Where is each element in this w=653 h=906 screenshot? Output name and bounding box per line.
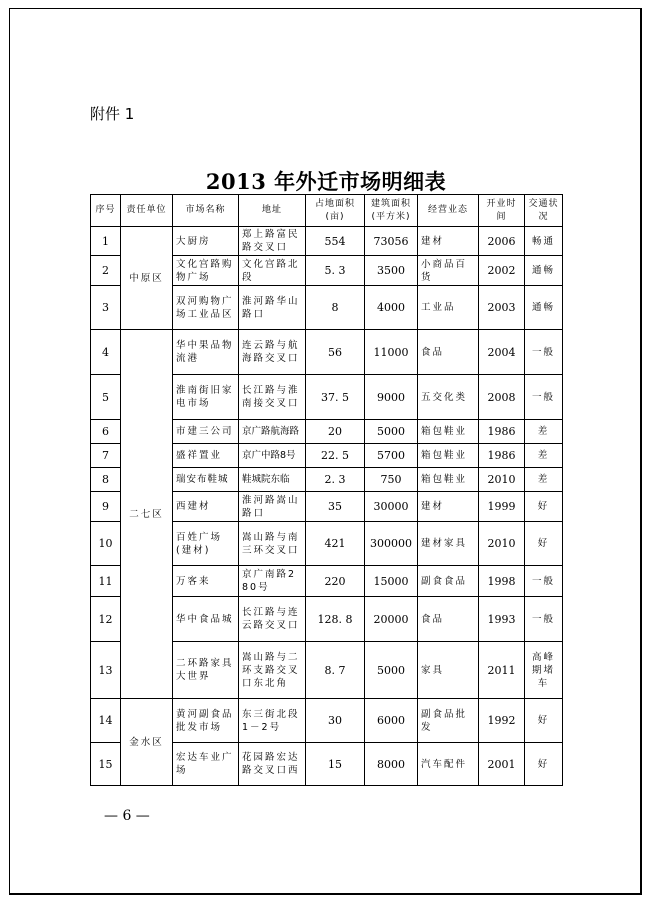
cell-district: 金水区 [121, 699, 173, 786]
cell-address: 鞋城院东临 [239, 468, 306, 492]
header-format: 经营业态 [418, 195, 479, 227]
cell-address: 嵩山路与南三环交叉口 [239, 522, 306, 566]
cell-build-area: 9000 [365, 375, 418, 420]
cell-open-time: 2010 [479, 468, 525, 492]
cell-format: 建材 [418, 492, 479, 522]
cell-land-area: 8. 7 [306, 642, 365, 699]
cell-address: 京广中路8号 [239, 444, 306, 468]
table-header-row [91, 195, 563, 227]
cell-format: 副食品批发 [418, 699, 479, 743]
cell-traffic: 好 [525, 522, 563, 566]
cell-no: 14 [91, 699, 121, 743]
cell-open-time: 1999 [479, 492, 525, 522]
table-row [91, 330, 563, 375]
cell-name: 市建三公司 [173, 420, 239, 444]
cell-land-area: 220 [306, 566, 365, 597]
header-traffic: 交通状况 [525, 195, 563, 227]
header-address: 地址 [239, 195, 306, 227]
cell-no: 1 [91, 227, 121, 256]
cell-build-area: 20000 [365, 597, 418, 642]
cell-name: 大厨房 [173, 227, 239, 256]
page-number: — 6 — [104, 808, 150, 824]
cell-traffic: 差 [525, 420, 563, 444]
cell-name: 华中果品物流港 [173, 330, 239, 375]
header-name: 市场名称 [173, 195, 239, 227]
cell-no: 8 [91, 468, 121, 492]
cell-land-area: 30 [306, 699, 365, 743]
cell-traffic: 差 [525, 468, 563, 492]
cell-build-area: 5700 [365, 444, 418, 468]
cell-format: 建材家具 [418, 522, 479, 566]
cell-open-time: 2003 [479, 286, 525, 330]
cell-address: 郑上路富民路交叉口 [239, 227, 306, 256]
cell-land-area: 35 [306, 492, 365, 522]
cell-build-area: 750 [365, 468, 418, 492]
table-row [91, 699, 563, 743]
cell-no: 9 [91, 492, 121, 522]
cell-land-area: 56 [306, 330, 365, 375]
cell-name: 盛祥置业 [173, 444, 239, 468]
cell-traffic: 一般 [525, 597, 563, 642]
cell-land-area: 128. 8 [306, 597, 365, 642]
cell-land-area: 20 [306, 420, 365, 444]
cell-land-area: 8 [306, 286, 365, 330]
cell-no: 3 [91, 286, 121, 330]
cell-open-time: 2010 [479, 522, 525, 566]
cell-open-time: 2006 [479, 227, 525, 256]
cell-name: 百姓广场(建材) [173, 522, 239, 566]
cell-address: 嵩山路与二环支路交叉口东北角 [239, 642, 306, 699]
cell-no: 2 [91, 256, 121, 286]
cell-name: 淮南街旧家电市场 [173, 375, 239, 420]
cell-format: 食品 [418, 330, 479, 375]
cell-address: 淮河路华山路口 [239, 286, 306, 330]
cell-traffic: 通畅 [525, 256, 563, 286]
header-land-area: 占地面积(亩) [306, 195, 365, 227]
cell-format: 箱包鞋业 [418, 420, 479, 444]
cell-traffic: 差 [525, 444, 563, 468]
market-table [90, 194, 563, 786]
cell-address: 京广南路280号 [239, 566, 306, 597]
cell-build-area: 3500 [365, 256, 418, 286]
cell-format: 建材 [418, 227, 479, 256]
cell-format: 副食食品 [418, 566, 479, 597]
cell-format: 汽车配件 [418, 743, 479, 786]
cell-land-area: 22. 5 [306, 444, 365, 468]
header-no: 序号 [91, 195, 121, 227]
cell-address: 连云路与航海路交叉口 [239, 330, 306, 375]
cell-address: 东三街北段1－2号 [239, 699, 306, 743]
cell-name: 二环路家具大世界 [173, 642, 239, 699]
cell-open-time: 2001 [479, 743, 525, 786]
cell-no: 11 [91, 566, 121, 597]
cell-address: 淮河路嵩山路口 [239, 492, 306, 522]
cell-address: 长江路与连云路交叉口 [239, 597, 306, 642]
cell-district: 二七区 [121, 330, 173, 699]
cell-build-area: 4000 [365, 286, 418, 330]
cell-name: 瑞安布鞋城 [173, 468, 239, 492]
cell-no: 12 [91, 597, 121, 642]
cell-build-area: 11000 [365, 330, 418, 375]
cell-name: 华中食品城 [173, 597, 239, 642]
cell-traffic: 一般 [525, 566, 563, 597]
cell-open-time: 1992 [479, 699, 525, 743]
cell-address: 京广路航海路 [239, 420, 306, 444]
cell-name: 黄河副食品批发市场 [173, 699, 239, 743]
cell-open-time: 1986 [479, 420, 525, 444]
cell-open-time: 1993 [479, 597, 525, 642]
cell-format: 小商品百货 [418, 256, 479, 286]
cell-name: 宏达车业广场 [173, 743, 239, 786]
cell-build-area: 5000 [365, 642, 418, 699]
cell-traffic: 一般 [525, 375, 563, 420]
cell-open-time: 2002 [479, 256, 525, 286]
cell-build-area: 300000 [365, 522, 418, 566]
cell-land-area: 37. 5 [306, 375, 365, 420]
cell-format: 工业品 [418, 286, 479, 330]
header-district: 责任单位 [121, 195, 173, 227]
cell-open-time: 1986 [479, 444, 525, 468]
cell-build-area: 5000 [365, 420, 418, 444]
cell-land-area: 554 [306, 227, 365, 256]
attachment-label: 附件 1 [90, 105, 135, 123]
table-title: 2013 年外迁市场明细表 [205, 169, 447, 194]
cell-no: 13 [91, 642, 121, 699]
cell-no: 10 [91, 522, 121, 566]
cell-build-area: 6000 [365, 699, 418, 743]
cell-format: 家具 [418, 642, 479, 699]
cell-open-time: 2004 [479, 330, 525, 375]
cell-build-area: 8000 [365, 743, 418, 786]
cell-build-area: 30000 [365, 492, 418, 522]
cell-land-area: 15 [306, 743, 365, 786]
cell-name: 双河购物广场工业品区 [173, 286, 239, 330]
cell-land-area: 5. 3 [306, 256, 365, 286]
cell-no: 15 [91, 743, 121, 786]
cell-name: 西建材 [173, 492, 239, 522]
cell-traffic: 好 [525, 743, 563, 786]
cell-traffic: 好 [525, 699, 563, 743]
cell-address: 花园路宏达路交叉口西 [239, 743, 306, 786]
cell-format: 箱包鞋业 [418, 468, 479, 492]
header-build-area: 建筑面积(平方米) [365, 195, 418, 227]
cell-no: 5 [91, 375, 121, 420]
cell-format: 箱包鞋业 [418, 444, 479, 468]
cell-no: 7 [91, 444, 121, 468]
cell-district: 中原区 [121, 227, 173, 330]
cell-traffic: 一般 [525, 330, 563, 375]
cell-format: 食品 [418, 597, 479, 642]
cell-land-area: 421 [306, 522, 365, 566]
cell-no: 4 [91, 330, 121, 375]
header-open-time: 开业时间 [479, 195, 525, 227]
cell-open-time: 2011 [479, 642, 525, 699]
cell-open-time: 1998 [479, 566, 525, 597]
cell-address: 文化宫路北段 [239, 256, 306, 286]
cell-no: 6 [91, 420, 121, 444]
cell-address: 长江路与淮南接交叉口 [239, 375, 306, 420]
cell-traffic: 畅通 [525, 227, 563, 256]
cell-name: 文化宫路购物广场 [173, 256, 239, 286]
cell-traffic: 通畅 [525, 286, 563, 330]
cell-build-area: 15000 [365, 566, 418, 597]
cell-land-area: 2. 3 [306, 468, 365, 492]
cell-traffic: 好 [525, 492, 563, 522]
cell-format: 五交化类 [418, 375, 479, 420]
cell-traffic: 高峰期堵车 [525, 642, 563, 699]
cell-open-time: 2008 [479, 375, 525, 420]
table-row [91, 227, 563, 256]
cell-name: 万客来 [173, 566, 239, 597]
cell-build-area: 73056 [365, 227, 418, 256]
